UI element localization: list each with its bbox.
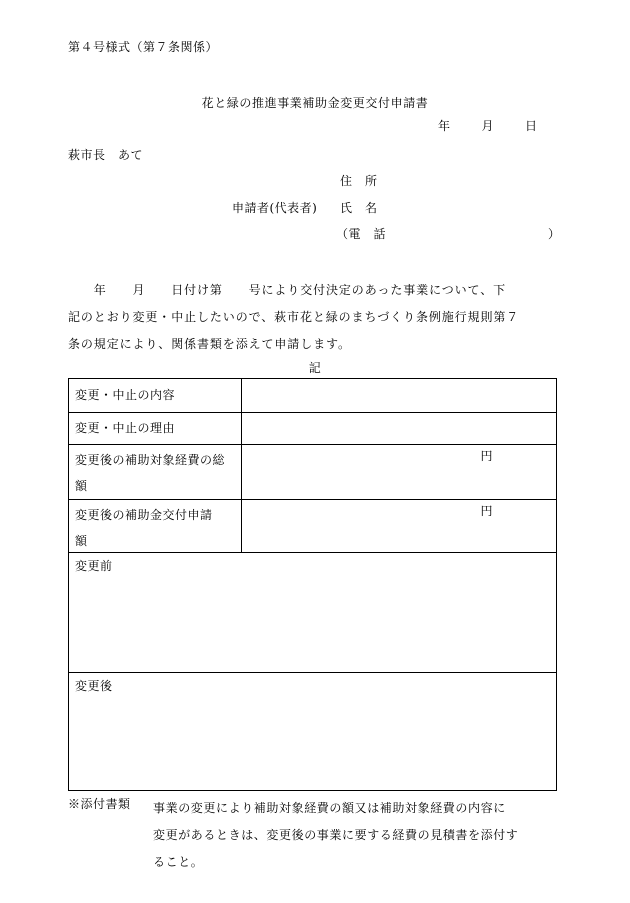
table-row [69, 444, 556, 500]
form-number: 第４号様式（第７条関係） [68, 40, 219, 54]
total-cost-field[interactable] [243, 444, 556, 499]
attachment-label: ※添付書類 [68, 797, 131, 811]
yen-unit: 円 [480, 504, 493, 518]
attachment-note [153, 795, 559, 876]
date-month-label: 月 [481, 119, 495, 133]
change-reason-field[interactable] [243, 412, 556, 444]
after-change-label: 変更後 [75, 679, 113, 693]
body-paragraph [68, 277, 558, 358]
row-label-total-cost [69, 444, 242, 499]
document-title: 花と緑の推進事業補助金変更交付申請書 [201, 96, 429, 110]
addressee: 萩市長 あて [68, 148, 144, 162]
attachment-line: 変更があるときは、変更後の事業に要する経費の見積書を添付す [153, 828, 519, 842]
address-label: 住 所 [340, 174, 378, 188]
body-line: 年 月 日付け第 号により交付決定のあった事業について、下 [68, 283, 507, 297]
change-content-field[interactable] [243, 379, 556, 412]
applicant-role-label: 申請者(代表者) [232, 201, 318, 215]
date-day-label: 日 [525, 119, 538, 133]
before-change-section[interactable] [69, 552, 556, 673]
before-change-label: 変更前 [75, 559, 113, 573]
row-label-total-cost-line1: 変更後の補助対象経費の総 [75, 453, 226, 467]
table-row [69, 499, 556, 553]
ki-heading: 記 [308, 361, 322, 375]
body-line: 記のとおり変更・中止したいので、萩市花と緑のまちづくり条例施行規則第７ [68, 310, 520, 324]
date-year-label: 年 [438, 119, 451, 133]
table-row [69, 412, 556, 445]
date-line [438, 117, 538, 134]
row-label-grant-amount [69, 499, 242, 552]
name-label: 氏 名 [340, 201, 378, 215]
phone-label: （電 話 [336, 227, 387, 241]
after-change-section[interactable] [69, 672, 556, 790]
attachment-line: ること。 [153, 855, 204, 869]
yen-unit: 円 [480, 449, 493, 463]
row-label-change-content: 変更・中止の内容 [69, 379, 242, 412]
detail-table [68, 378, 557, 791]
grant-amount-field[interactable] [243, 499, 556, 552]
attachment-line: 事業の変更により補助対象経費の額又は補助対象経費の内容に [153, 801, 506, 815]
body-line: 条の規定により、関係書類を添えて申請します。 [68, 337, 351, 351]
table-row [69, 379, 556, 413]
row-label-grant-amount-line1: 変更後の補助金交付申請 [75, 508, 213, 522]
row-label-grant-amount-line2: 額 [75, 534, 88, 548]
phone-close-paren: ） [548, 227, 561, 241]
row-label-total-cost-line2: 額 [75, 479, 88, 493]
row-label-change-reason: 変更・中止の理由 [69, 412, 242, 444]
